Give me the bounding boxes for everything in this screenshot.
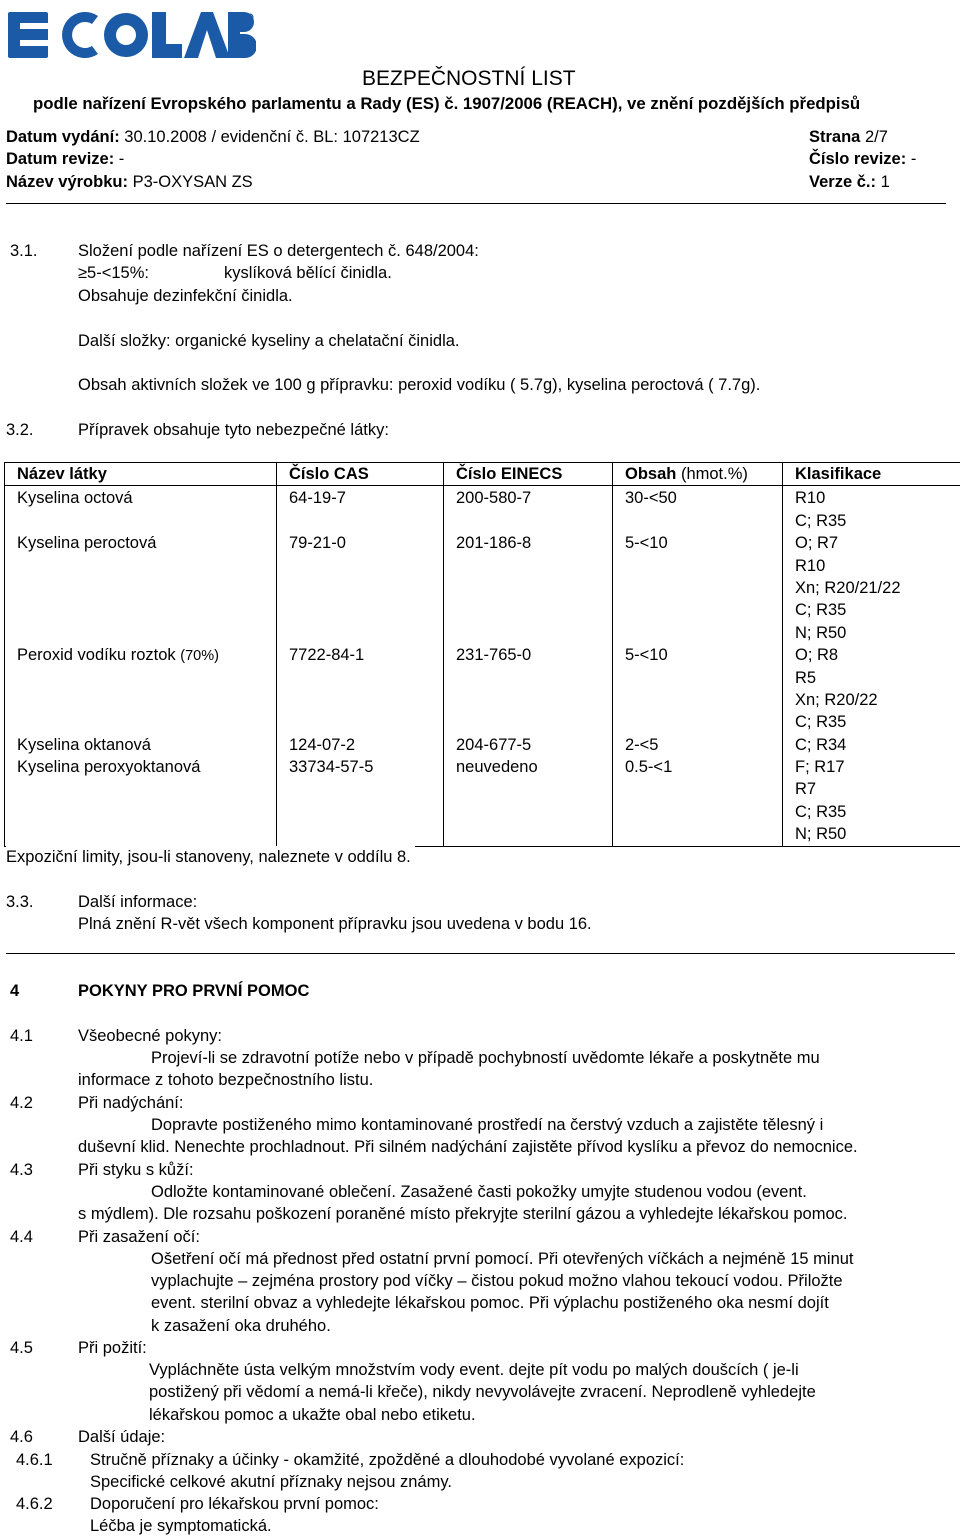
einecs-number [456, 510, 612, 532]
classification-value: F; R17 [795, 758, 845, 777]
s461-number: 4.6.1 [16, 1451, 53, 1469]
content-value [625, 577, 782, 599]
s461-title: Stručně příznaky a účinky - okamžité, zpožděné a dlouhodobé vyvolané expozicí: [90, 1451, 685, 1469]
col-header-content [613, 463, 783, 486]
classification-value: C; R35 [795, 802, 847, 821]
revision-number-label: Číslo revize: [809, 150, 907, 168]
einecs-number [456, 577, 612, 599]
exposure-note: Expoziční limity, jsou-li stanoveny, naleznete v oddílu 8. [6, 846, 415, 868]
classification-value: R10 [795, 489, 826, 508]
s45-number: 4.5 [10, 1339, 33, 1357]
revision-number [809, 148, 916, 170]
s45-line: Vypláchněte ústa velkým množstvím vody event. dejte pít vodu po malých doušcích ( je-li [149, 1361, 799, 1379]
substance-name [17, 599, 276, 621]
content-value: 5-<10 [625, 646, 668, 665]
s31-title: Složení podle nařízení ES o detergentech č. 648/2004: [78, 242, 479, 260]
substance-name: Peroxid vodíku roztok [17, 646, 176, 665]
issue-date-value: 30.10.2008 / evidenční č. BL: 107213CZ [124, 128, 420, 146]
einecs-number: 200-580-7 [456, 489, 532, 508]
substance-name: Kyselina peroxyoktanová [17, 758, 201, 777]
page-label: Strana [809, 128, 861, 146]
classification-value: Xn; R20/21/22 [795, 578, 901, 597]
substance-name: Kyselina octová [17, 489, 133, 508]
revision-date-label: Datum revize: [6, 150, 115, 168]
s31-disinfectant: Obsahuje dezinfekční činidla. [78, 287, 293, 305]
substance-name: Kyselina oktanová [17, 735, 151, 754]
s31-other: Další složky: organické kyseliny a chelatační činidla. [78, 332, 460, 350]
einecs-number [456, 689, 612, 711]
revision-date-value: - [118, 150, 125, 168]
s31-range: ≥5-<15%: [78, 264, 149, 282]
table-row [5, 486, 960, 846]
substance-name [17, 510, 276, 532]
cas-column [277, 486, 444, 846]
s44-title: Při zasažení očí: [78, 1228, 200, 1246]
product-name-value: P3-OXYSAN ZS [132, 173, 253, 191]
s4-title: POKYNY PRO PRVNÍ POMOC [78, 982, 310, 1000]
cas-number: 79-21-0 [289, 534, 346, 553]
einecs-number: 204-677-5 [456, 735, 532, 754]
s46-number: 4.6 [10, 1428, 33, 1446]
einecs-number: neuvedeno [456, 758, 538, 777]
s45-title: Při požití: [78, 1339, 147, 1357]
s31-range-text: kyslíková bělící činidla. [224, 264, 392, 282]
col-header-cas: Číslo CAS [277, 463, 444, 486]
s44-number: 4.4 [10, 1228, 33, 1246]
s41-line: Projeví-li se zdravotní potíže nebo v případě pochybností uvědomte lékaře a poskytněte mu [151, 1049, 820, 1067]
cas-number [289, 577, 443, 599]
page-number [809, 126, 888, 148]
header-divider [6, 203, 946, 204]
s43-line: s mýdlem). Dle rozsahu poškození poraněné místo překryjte sterilní gázou a vyhledejte lékařskou pomoc. [78, 1205, 848, 1223]
content-value [625, 599, 782, 621]
s42-title: Při nadýchání: [78, 1094, 184, 1112]
classification-value: R7 [795, 780, 817, 799]
substance-name [17, 577, 276, 599]
classification-value: C; R35 [795, 601, 847, 620]
col-header-name: Název látky [5, 463, 277, 486]
cas-number [289, 555, 443, 577]
cas-number: 33734-57-5 [289, 758, 374, 777]
version [809, 171, 890, 193]
s31-number: 3.1. [10, 242, 38, 260]
classification-value: C; R35 [795, 713, 847, 732]
classification-value: R10 [795, 556, 826, 575]
einecs-number: 231-765-0 [456, 646, 532, 665]
version-label: Verze č.: [809, 173, 876, 191]
einecs-column [444, 486, 613, 846]
content-value: 30-<50 [625, 489, 677, 508]
page-value: 2/7 [864, 128, 888, 146]
s42-line: Dopravte postiženého mimo kontaminované prostředí na čerstvý vzduch a zajistěte tělesný i [151, 1116, 824, 1134]
s44-line: vyplachujte – zejména prostory pod víčky – čistou pokud možno vlahou tekoucí vodou. Přiložte [151, 1272, 843, 1290]
substance-name: Kyselina peroctová [17, 534, 157, 553]
classification-value: C; R35 [795, 511, 847, 530]
revision-date [6, 148, 124, 170]
cas-number: 7722-84-1 [289, 646, 365, 665]
s43-line: Odložte kontaminované oblečení. Zasažené časti pokožky umyjte studenou vodou (event. [151, 1183, 807, 1201]
issue-date [6, 126, 420, 148]
document-subtitle: podle nařízení Evropského parlamentu a Rady (ES) č. 1907/2006 (REACH), ve znění pozdějších předpisů [33, 94, 861, 113]
einecs-number [456, 711, 612, 733]
s46-title: Další údaje: [78, 1428, 166, 1446]
substance-name-peroxide [17, 644, 276, 666]
substance-name [17, 689, 276, 711]
content-value [625, 555, 782, 577]
s462-title: Doporučení pro lékařskou první pomoc: [90, 1495, 379, 1513]
s32-title: Přípravek obsahuje tyto nebezpečné látky: [78, 421, 389, 439]
classification-value: R5 [795, 668, 817, 687]
s33-number: 3.3. [6, 893, 34, 911]
cas-number [289, 667, 443, 689]
col-header-classification: Klasifikace [783, 463, 960, 486]
s44-line: Ošetření očí má přednost před ostatní první pomocí. Při otevřených víčkách a nejméně 15 minut [151, 1250, 854, 1268]
s32-number: 3.2. [6, 421, 34, 439]
table-header-row [5, 463, 960, 486]
classification-value: N; R50 [795, 825, 847, 844]
classification-column [783, 486, 960, 846]
classification-value: O; R7 [795, 534, 839, 553]
classification-value: C; R34 [795, 735, 847, 754]
s33-title: Další informace: [78, 893, 198, 911]
s461-text: Specifické celkové akutní příznaky nejsou známy. [90, 1473, 452, 1491]
einecs-number [456, 555, 612, 577]
names-column [5, 486, 277, 846]
substance-name [17, 555, 276, 577]
revision-number-value: - [910, 150, 917, 168]
ecolab-logo [6, 8, 256, 60]
s44-line: k zasažení oka druhého. [151, 1317, 331, 1335]
s41-title: Všeobecné pokyny: [78, 1027, 223, 1045]
cas-number [289, 689, 443, 711]
substance-name [17, 622, 276, 644]
col-header-einecs: Číslo EINECS [444, 463, 613, 486]
content-value: 5-<10 [625, 534, 668, 553]
col-header-content-label: Obsah [625, 465, 677, 483]
s41-number: 4.1 [10, 1027, 33, 1045]
s45-line: postižený při vědomí a nemá-li křeče), nikdy nevyvolávejte zvracení. Neprodleně vyhledejte [149, 1383, 816, 1401]
hazardous-substances-table [4, 462, 960, 847]
content-value [625, 711, 782, 733]
content-column [613, 486, 783, 846]
substance-name-suffix: (70%) [180, 648, 219, 665]
s33-text: Plná znění R-vět všech komponent přípravku jsou uvedena v bodu 16. [78, 915, 592, 933]
content-value [625, 510, 782, 532]
cas-number [289, 599, 443, 621]
classification-value: Xn; R20/22 [795, 690, 878, 709]
s462-text: Léčba je symptomatická. [90, 1517, 272, 1535]
content-value: 2-<5 [625, 735, 659, 754]
cas-number: 124-07-2 [289, 735, 356, 754]
s45-line: lékařskou pomoc a ukažte obal nebo etiketu. [149, 1406, 476, 1424]
substance-name [17, 711, 276, 733]
s42-number: 4.2 [10, 1094, 33, 1112]
s42-line: duševní klid. Nenechte prochladnout. Při silném nadýchání zajistěte přívod kyslíku a převoz do nemocnice. [78, 1138, 858, 1156]
einecs-number: 201-186-8 [456, 534, 532, 553]
col-header-content-unit: (hmot.%) [680, 465, 748, 483]
classification-value: N; R50 [795, 623, 847, 642]
s462-number: 4.6.2 [16, 1495, 53, 1513]
content-value [625, 622, 782, 644]
product-name-label: Název výrobku: [6, 173, 128, 191]
content-value: 0.5-<1 [625, 758, 673, 777]
s41-line: informace z tohoto bezpečnostního listu. [78, 1071, 374, 1089]
issue-date-label: Datum vydání: [6, 128, 120, 146]
document-title: BEZPEČNOSTNÍ LIST [362, 67, 576, 90]
einecs-number [456, 622, 612, 644]
s31-active: Obsah aktivních složek ve 100 g přípravku: peroxid vodíku ( 5.7g), kyselina peroctová ( 7.7g). [78, 376, 761, 394]
s4-number: 4 [10, 982, 20, 1000]
logo-text: ECOLAB [6, 8, 11, 9]
s43-title: Při styku s kůží: [78, 1161, 194, 1179]
cas-number [289, 510, 443, 532]
cas-number [289, 711, 443, 733]
product-name [6, 171, 253, 193]
cas-number: 64-19-7 [289, 489, 346, 508]
content-value [625, 689, 782, 711]
section-divider [6, 953, 955, 954]
einecs-number [456, 599, 612, 621]
einecs-number [456, 667, 612, 689]
version-value: 1 [880, 173, 890, 191]
substance-name [17, 667, 276, 689]
content-value [625, 667, 782, 689]
s44-line: event. sterilní obvaz a vyhledejte lékařskou pomoc. Při výplachu postiženého oka nesmí dojít [151, 1294, 829, 1312]
classification-value: O; R8 [795, 646, 839, 665]
cas-number [289, 622, 443, 644]
s43-number: 4.3 [10, 1161, 33, 1179]
